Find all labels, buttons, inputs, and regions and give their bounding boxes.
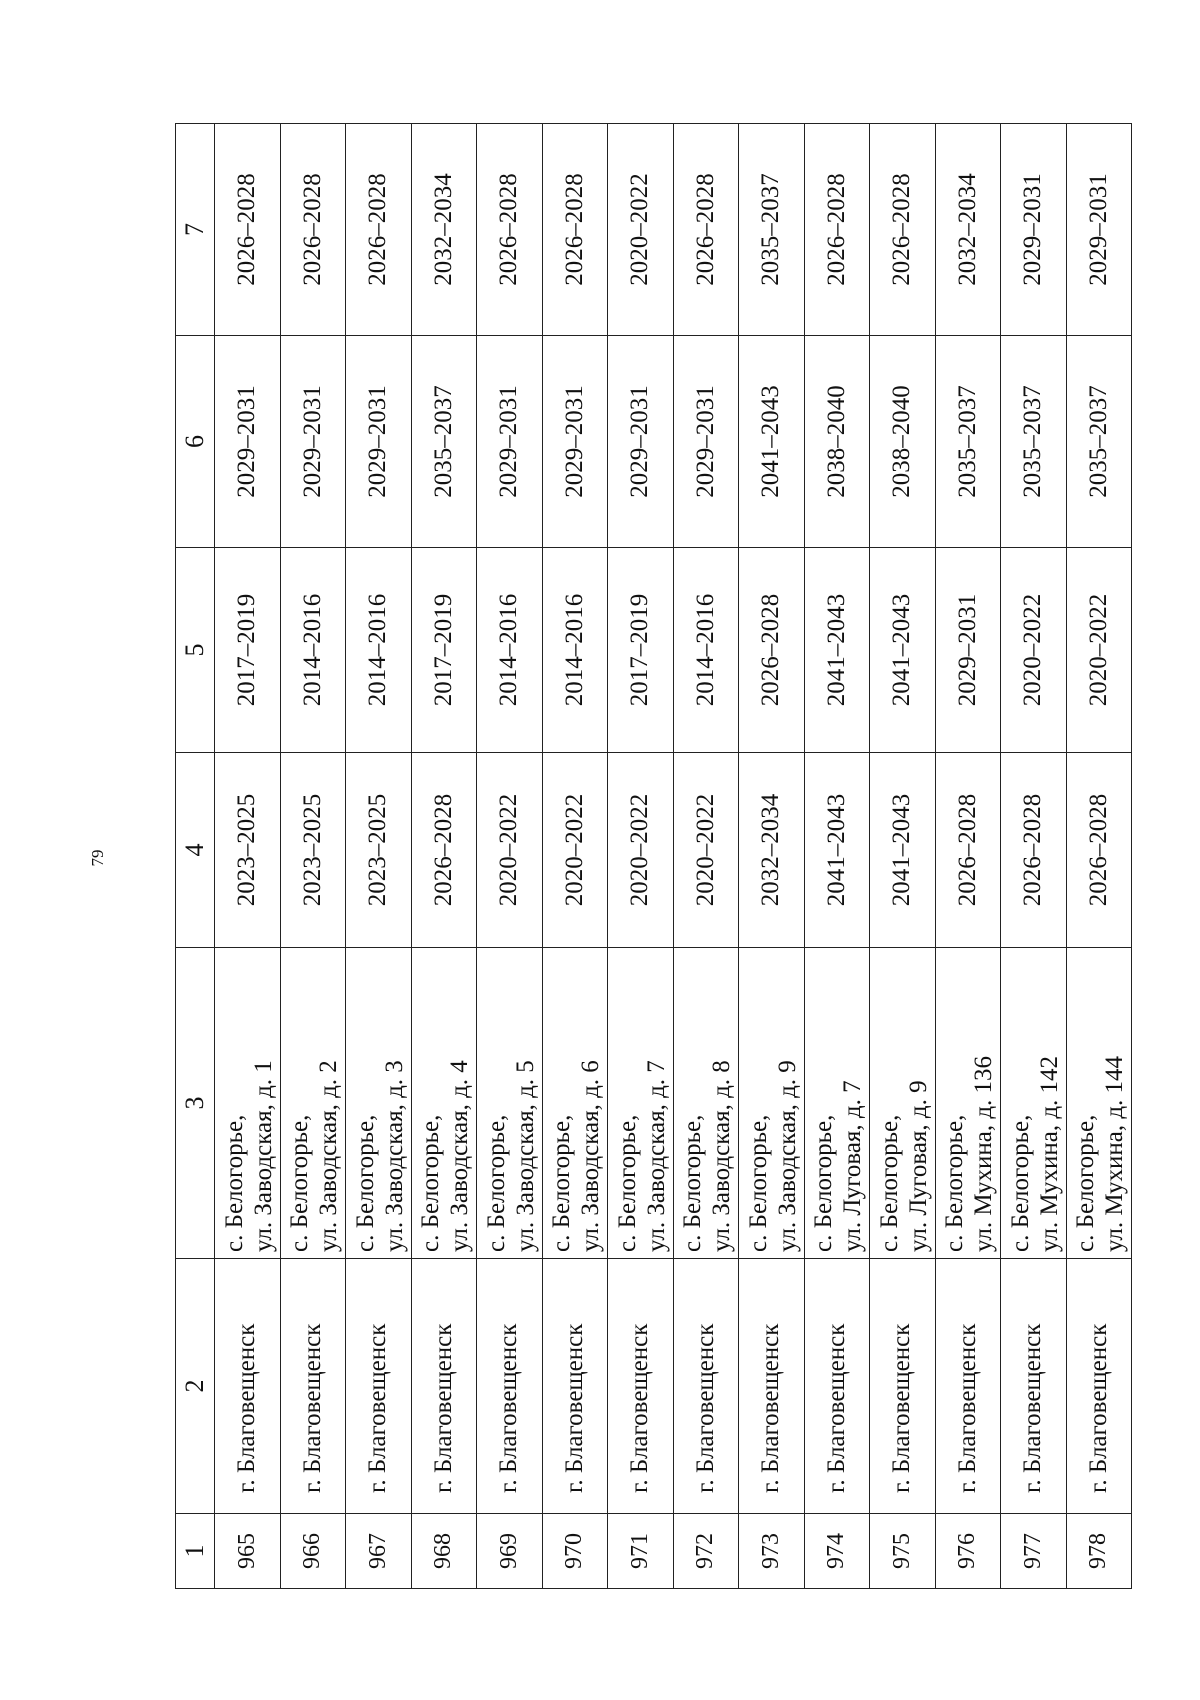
period-col-7-cell: 2026–2028 [870,124,936,336]
address-cell [477,948,543,1259]
address-line-1: с. Белогорье, [1006,1114,1034,1252]
period-col-5-cell: 2029–2031 [935,548,1001,753]
period-col-7-cell: 2026–2028 [346,124,412,336]
period-col-7-cell: 2026–2028 [280,124,346,336]
period-col-7-cell: 2035–2037 [739,124,805,336]
period-col-5-cell: 2026–2028 [739,548,805,753]
period-col-4-cell: 2020–2022 [673,753,739,948]
period-col-4-cell: 2020–2022 [542,753,608,948]
address-line-1: с. Белогорье, [875,1114,903,1252]
row-number-cell: 968 [411,1514,477,1589]
period-col-5-cell: 2017–2019 [608,548,674,753]
period-col-5-cell: 2014–2016 [673,548,739,753]
table-row [608,124,674,1589]
period-col-4-cell: 2023–2025 [346,753,412,948]
city-cell: г. Благовещенск [411,1259,477,1514]
table-row [673,124,739,1589]
city-cell: г. Благовещенск [215,1259,281,1514]
header-col-7: 7 [176,124,215,336]
row-number-cell: 969 [477,1514,543,1589]
header-col-5: 5 [176,548,215,753]
row-number-cell: 976 [935,1514,1001,1589]
period-col-5-cell: 2017–2019 [215,548,281,753]
row-number-cell: 965 [215,1514,281,1589]
address-line-2: ул. Заводская, д. 6 [577,1060,604,1252]
table-row [1066,124,1132,1589]
period-col-6-cell: 2029–2031 [215,336,281,548]
period-col-6-cell: 2029–2031 [477,336,543,548]
city-cell: г. Благовещенск [935,1259,1001,1514]
address-line-1: с. Белогорье, [810,1114,837,1252]
period-col-6-cell: 2029–2031 [673,336,739,548]
header-col-2: 2 [176,1259,215,1514]
period-col-6-cell: 2038–2040 [870,336,936,548]
period-col-4-cell: 2026–2028 [1001,753,1067,948]
schedule-table [175,123,1132,1589]
table-row [346,124,412,1589]
address-line-1: с. Белогорье, [417,1114,444,1252]
page-number: 79 [88,849,107,867]
period-col-7-cell: 2029–2031 [1066,124,1132,336]
period-col-7-cell: 2026–2028 [673,124,739,336]
row-number-cell: 972 [673,1514,739,1589]
table-row [935,124,1001,1589]
address-cell [411,948,477,1259]
table-row [804,124,870,1589]
row-number-cell: 978 [1066,1514,1132,1589]
period-col-5-cell: 2014–2016 [477,548,543,753]
city-cell: г. Благовещенск [477,1259,543,1514]
address-cell [1066,948,1132,1259]
address-line-1: с. Белогорье, [351,1114,379,1252]
row-number-cell: 975 [870,1514,936,1589]
address-cell [608,948,674,1259]
table-row [870,124,936,1589]
address-line-2: ул. Мухина, д. 144 [1101,1055,1128,1252]
period-col-5-cell: 2017–2019 [411,548,477,753]
period-col-6-cell: 2035–2037 [1066,336,1132,548]
period-col-6-cell: 2041–2043 [739,336,805,548]
period-col-6-cell: 2029–2031 [608,336,674,548]
row-number-cell: 970 [542,1514,608,1589]
header-col-6: 6 [176,336,215,548]
address-cell [1001,948,1067,1259]
address-cell [346,948,412,1259]
address-line-1: с. Белогорье, [613,1114,641,1252]
period-col-5-cell: 2020–2022 [1066,548,1132,753]
city-cell: г. Благовещенск [280,1259,346,1514]
address-line-2: ул. Заводская, д. 3 [380,1060,408,1252]
header-col-1: 1 [176,1514,215,1589]
period-col-5-cell: 2020–2022 [1001,548,1067,753]
address-line-1: с. Белогорье, [679,1114,706,1252]
header-row [176,124,215,1589]
table-row [215,124,281,1589]
address-cell [804,948,870,1259]
address-line-2: ул. Заводская, д. 1 [249,1060,277,1252]
period-col-7-cell: 2020–2022 [608,124,674,336]
period-col-6-cell: 2035–2037 [1001,336,1067,548]
period-col-4-cell: 2026–2028 [1066,753,1132,948]
period-col-7-cell: 2029–2031 [1001,124,1067,336]
address-line-1: с. Белогорье, [1072,1114,1099,1252]
period-col-4-cell: 2032–2034 [739,753,805,948]
city-cell: г. Благовещенск [870,1259,936,1514]
table-row [280,124,346,1589]
address-line-2: ул. Заводская, д. 4 [446,1060,473,1252]
period-col-6-cell: 2029–2031 [280,336,346,548]
address-line-1: с. Белогорье, [482,1114,510,1252]
address-line-2: ул. Заводская, д. 9 [773,1060,801,1252]
table-row [1001,124,1067,1589]
period-col-4-cell: 2026–2028 [411,753,477,948]
city-cell: г. Благовещенск [739,1259,805,1514]
city-cell: г. Благовещенск [1001,1259,1067,1514]
period-col-4-cell: 2041–2043 [804,753,870,948]
city-cell: г. Благовещенск [1066,1259,1132,1514]
period-col-5-cell: 2014–2016 [346,548,412,753]
city-cell: г. Благовещенск [608,1259,674,1514]
period-col-4-cell: 2023–2025 [215,753,281,948]
header-col-4: 4 [176,753,215,948]
table-row [411,124,477,1589]
period-col-7-cell: 2026–2028 [804,124,870,336]
period-col-5-cell: 2041–2043 [804,548,870,753]
period-col-4-cell: 2026–2028 [935,753,1001,948]
city-cell: г. Благовещенск [346,1259,412,1514]
period-col-5-cell: 2041–2043 [870,548,936,753]
address-line-2: ул. Луговая, д. 7 [839,1080,866,1252]
address-cell [870,948,936,1259]
address-line-2: ул. Мухина, д. 142 [1035,1055,1063,1252]
address-line-1: с. Белогорье, [220,1114,248,1252]
period-col-5-cell: 2014–2016 [542,548,608,753]
period-col-6-cell: 2035–2037 [935,336,1001,548]
address-line-2: ул. Заводская, д. 2 [315,1060,342,1252]
address-cell [673,948,739,1259]
row-number-cell: 966 [280,1514,346,1589]
row-number-cell: 974 [804,1514,870,1589]
address-cell [739,948,805,1259]
address-line-2: ул. Заводская, д. 8 [708,1060,735,1252]
schedule-table-container [175,124,1132,1589]
table-row [477,124,543,1589]
address-line-1: с. Белогорье, [744,1114,772,1252]
address-line-1: с. Белогорье, [286,1114,313,1252]
period-col-6-cell: 2038–2040 [804,336,870,548]
period-col-4-cell: 2020–2022 [477,753,543,948]
row-number-cell: 973 [739,1514,805,1589]
period-col-4-cell: 2020–2022 [608,753,674,948]
city-cell: г. Благовещенск [804,1259,870,1514]
address-line-2: ул. Мухина, д. 136 [970,1055,997,1252]
period-col-7-cell: 2026–2028 [477,124,543,336]
table-body [215,124,1132,1589]
address-line-2: ул. Заводская, д. 7 [642,1060,670,1252]
period-col-5-cell: 2014–2016 [280,548,346,753]
address-line-1: с. Белогорье, [548,1114,575,1252]
city-cell: г. Благовещенск [673,1259,739,1514]
address-line-1: с. Белогорье, [941,1114,968,1252]
address-cell [215,948,281,1259]
row-number-cell: 977 [1001,1514,1067,1589]
period-col-6-cell: 2035–2037 [411,336,477,548]
period-col-7-cell: 2026–2028 [215,124,281,336]
row-number-cell: 971 [608,1514,674,1589]
address-cell [542,948,608,1259]
period-col-7-cell: 2032–2034 [935,124,1001,336]
header-col-3: 3 [176,948,215,1259]
city-cell: г. Благовещенск [542,1259,608,1514]
address-cell [280,948,346,1259]
table-row [739,124,805,1589]
period-col-6-cell: 2029–2031 [346,336,412,548]
period-col-4-cell: 2041–2043 [870,753,936,948]
period-col-6-cell: 2029–2031 [542,336,608,548]
address-line-2: ул. Луговая, д. 9 [904,1080,932,1252]
period-col-4-cell: 2023–2025 [280,753,346,948]
row-number-cell: 967 [346,1514,412,1589]
address-line-2: ул. Заводская, д. 5 [511,1060,539,1252]
address-cell [935,948,1001,1259]
period-col-7-cell: 2026–2028 [542,124,608,336]
table-row [542,124,608,1589]
period-col-7-cell: 2032–2034 [411,124,477,336]
